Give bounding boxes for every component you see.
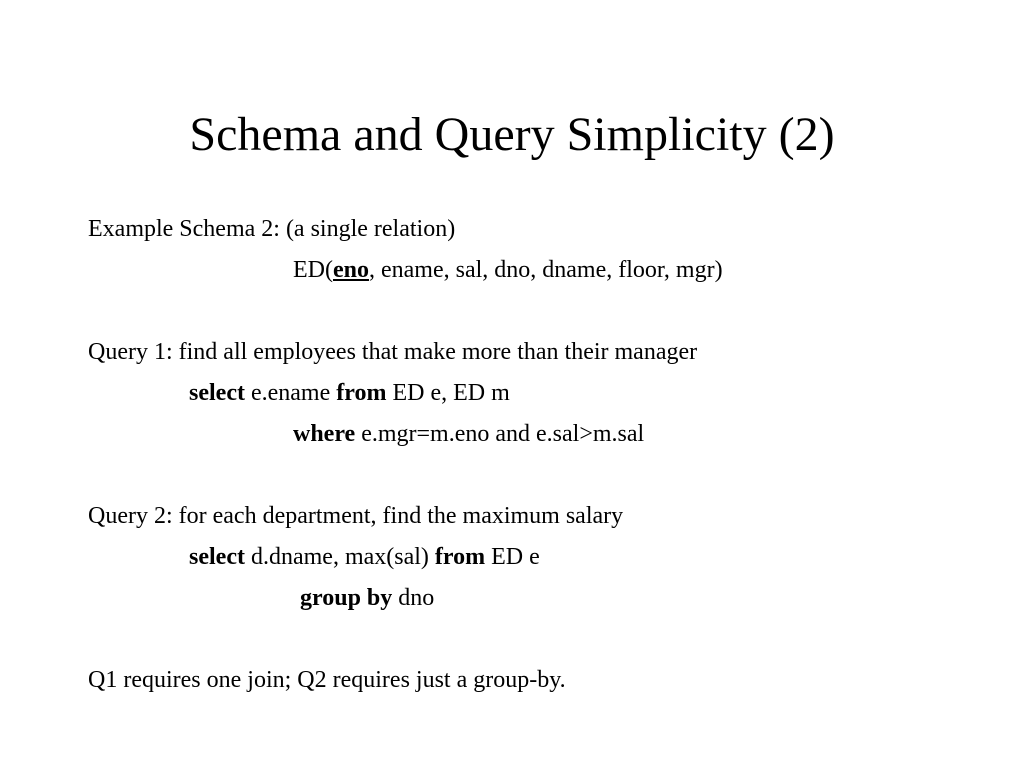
query1-from-keyword: from <box>336 380 387 406</box>
query2-select-keyword: select <box>189 544 245 570</box>
query2-group-expr: dno <box>392 585 435 611</box>
query1-from-expr: ED e, ED m <box>386 380 510 406</box>
query2-from-expr: ED e <box>485 544 540 570</box>
query1-where-clause <box>293 419 644 449</box>
query2-group-clause <box>300 583 434 613</box>
schema-attributes: , ename, sal, dno, dname, floor, mgr) <box>368 257 723 283</box>
query2-select-expr: d.dname, max(sal) <box>244 544 435 570</box>
query2-select-clause <box>189 542 540 572</box>
query2-heading: Query 2: for each department, find the maximum salary <box>88 503 624 529</box>
schema-intro: Example Schema 2: (a single relation) <box>88 216 456 242</box>
slide-title: Schema and Query Simplicity (2) <box>189 108 835 161</box>
schema-definition <box>293 255 723 285</box>
query1-where-keyword: where <box>293 421 356 447</box>
conclusion: Q1 requires one join; Q2 requires just a group-by. <box>88 667 566 693</box>
query2-group-keyword: group by <box>300 585 393 611</box>
query2-from-keyword: from <box>434 544 486 570</box>
schema-key: eno <box>332 257 369 283</box>
schema-prefix: ED( <box>293 257 333 283</box>
query1-select-expr: e.ename <box>244 380 337 406</box>
query1-heading: Query 1: find all employees that make more than their manager <box>88 339 698 365</box>
query1-select-clause <box>189 378 510 408</box>
query1-where-expr: e.mgr=m.eno and e.sal>m.sal <box>355 421 645 447</box>
query1-select-keyword: select <box>189 380 245 406</box>
